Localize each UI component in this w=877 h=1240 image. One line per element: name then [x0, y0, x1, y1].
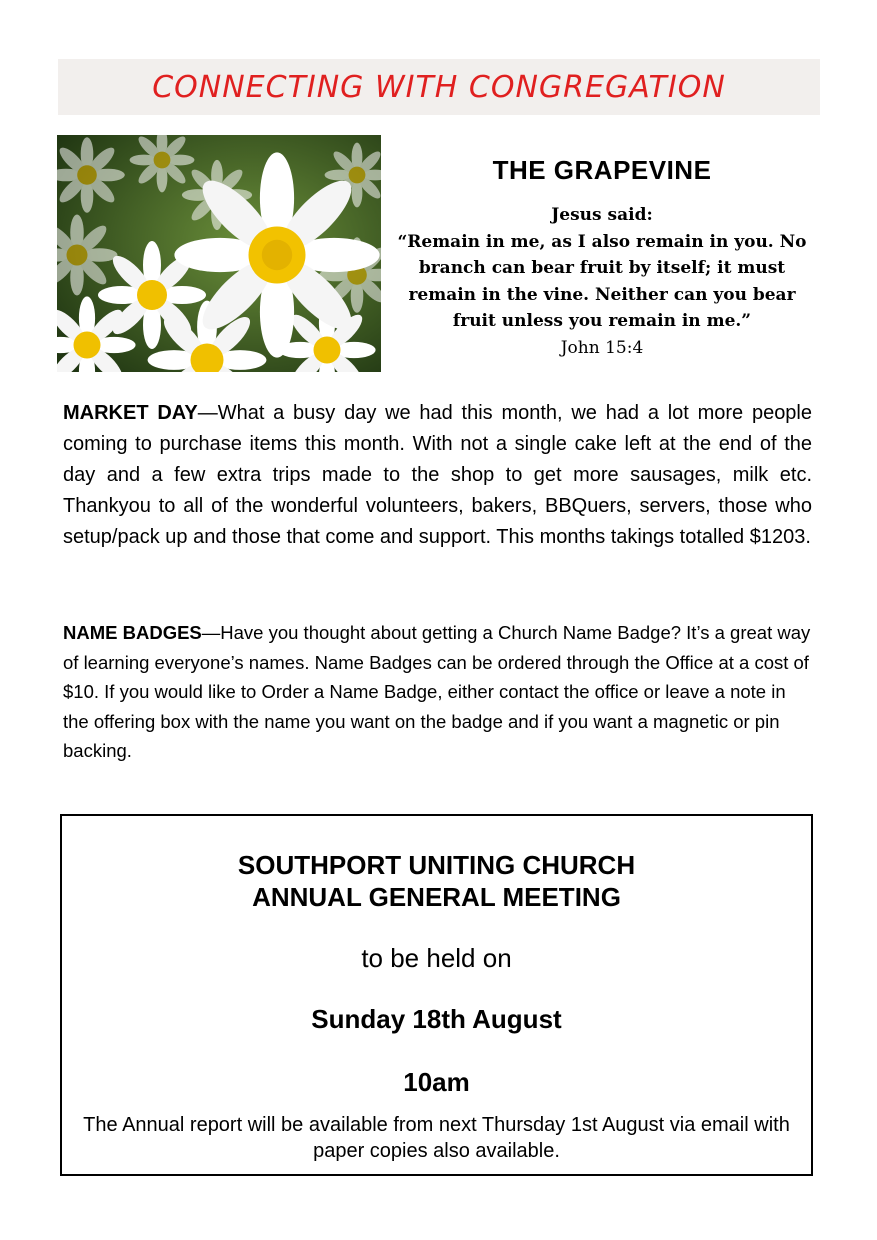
bible-verse	[390, 202, 814, 361]
name-badges-paragraph	[63, 618, 812, 766]
daisy-photo	[57, 135, 381, 372]
market-day-body: —What a busy day we had this month, we had a lot more people coming to purchase items this month. With not a single cake left at the end of the day and a few extra trips made to the shop to get more sausages, milk etc. Thankyou to all of the wonderful volunteers, bakers, BBQuers, servers, those who setup/pack up and those that come and support. This months takings totalled $1203.	[63, 402, 812, 548]
header-banner	[58, 59, 820, 115]
agm-note: The Annual report will be available from next Thursday 1st August via email with paper copies also available.	[83, 1114, 790, 1162]
verse-quote: “Remain in me, as I also remain in you. No branch can bear fruit by itself; it must remain in the vine. Neither can you bear fruit unless you remain in me.”	[397, 231, 807, 331]
name-badges-heading: NAME BADGES	[63, 622, 202, 643]
verse-reference: John 15:4	[560, 337, 644, 358]
verse-lead: Jesus said:	[551, 205, 653, 225]
agm-title-line2: ANNUAL GENERAL MEETING	[252, 882, 621, 912]
grapevine-title: THE GRAPEVINE	[492, 155, 712, 185]
agm-held-text: to be held on	[361, 943, 512, 973]
name-badges-body: —Have you thought about getting a Church Name Badge? It’s a great way of learning everyone’s names. Name Badges can be ordered through the Office at a cost of $10. If you would like to Order a Name Badge, either contact the office or leave a note in the offering box with the name you want on the badge and if you want a magnetic or pin backing.	[63, 622, 811, 761]
daisy-illustration	[57, 135, 381, 372]
agm-date: Sunday 18th August	[311, 1004, 562, 1034]
agm-time: 10am	[403, 1067, 470, 1097]
agm-title	[62, 849, 811, 913]
market-day-heading: MARKET DAY	[63, 402, 198, 424]
market-day-paragraph	[63, 398, 812, 553]
agm-notice-box	[60, 814, 813, 1176]
grapevine-section	[390, 155, 814, 361]
agm-title-line1: SOUTHPORT UNITING CHURCH	[237, 850, 636, 880]
page-title: CONNECTING WITH CONGREGATION	[152, 69, 726, 105]
